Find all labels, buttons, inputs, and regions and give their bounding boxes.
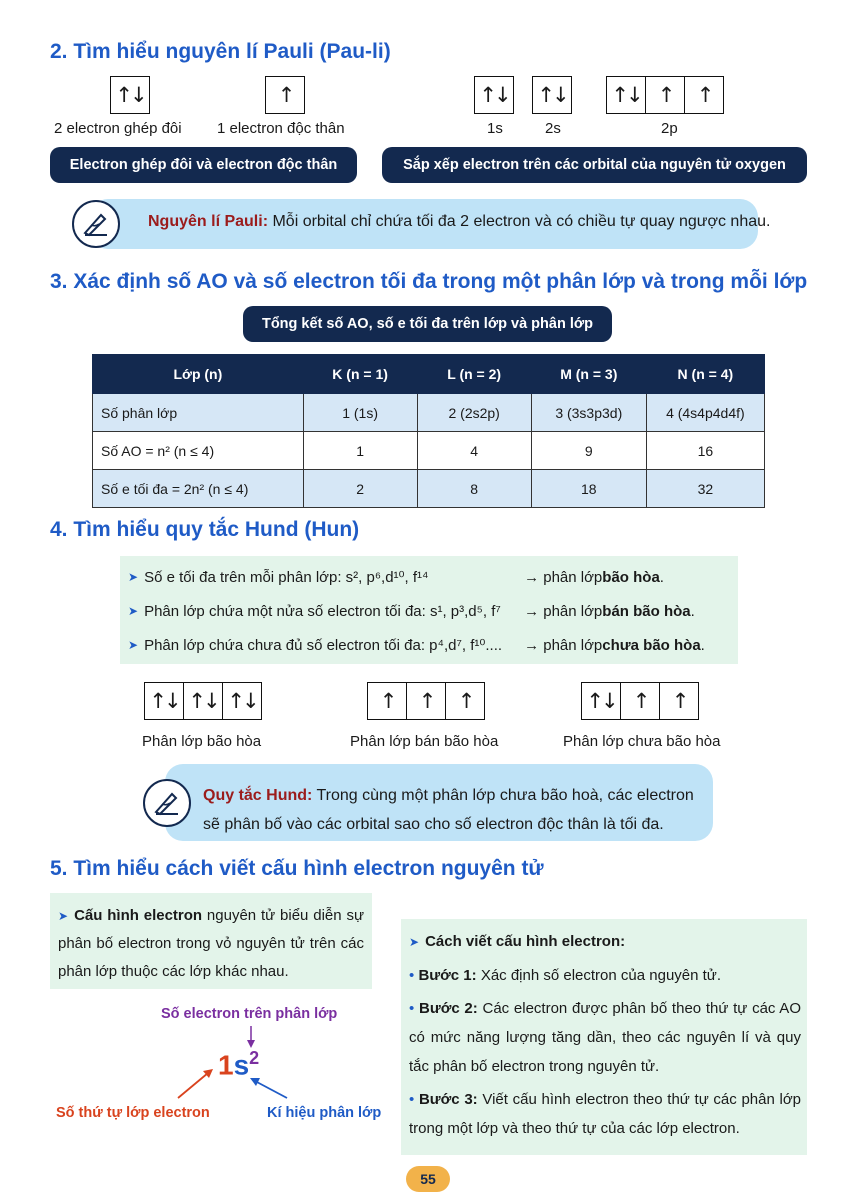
config-def-text: nguyên tử biểu diễn sự phân bố electron trong vỏ nguyên tử trên các phân lớp thuộc các lớp khác nhau. (58, 907, 364, 980)
page-number: 55 (406, 1166, 450, 1192)
table-cell: Số phân lớp (93, 394, 304, 432)
hund-note-line1: Trong cùng một phân lớp chưa bão hoà, các electron (312, 787, 694, 804)
pauli-note-head: Nguyên lí Pauli: (148, 213, 269, 230)
orbital-single: ↑ (265, 76, 305, 114)
config-def-bold: Cấu hình electron (74, 907, 203, 924)
config-sublevel: s (233, 1049, 250, 1081)
diagram-top-label: Số electron trên phân lớp (161, 1006, 338, 1022)
table-cell: Số AO = n² (n ≤ 4) (93, 432, 304, 470)
triangle-bullet-icon: ➤ (58, 909, 69, 923)
label-half: Phân lớp bán bão hòa (350, 733, 499, 750)
table-cell: 1 (1s) (303, 394, 417, 432)
arrow-icon (247, 1040, 255, 1048)
table-header: M (n = 3) (531, 355, 646, 394)
table-cell: Số e tối đa = 2n² (n ≤ 4) (93, 470, 304, 508)
orbital-partial: ↑↓ ↑ ↑ (581, 682, 699, 720)
table-cell: 16 (646, 432, 764, 470)
table-cell: 8 (417, 470, 531, 508)
rule-result-bold: bão hòa (602, 568, 660, 586)
hund-note-head: Quy tắc Hund: (203, 787, 313, 804)
arrow-icon (178, 1073, 208, 1098)
table-cell: 2 (303, 470, 417, 508)
step3-head: Bước 3: (418, 1091, 478, 1108)
rule-text: Phân lớp chứa một nửa số electron tối đa: s¹, p³,d⁵, f⁷ (144, 602, 501, 620)
triangle-bullet-icon: ➤ (128, 604, 139, 618)
table-cell: 4 (417, 432, 531, 470)
config-example (218, 1048, 259, 1081)
triangle-bullet-icon: ➤ (409, 935, 420, 949)
label-full: Phân lớp bão hòa (142, 733, 262, 750)
label-2p: 2p (661, 120, 678, 137)
config-number: 1 (218, 1049, 234, 1081)
rule-text: Phân lớp chứa chưa đủ số electron tối đa: p⁴,d⁷, f¹⁰.... (144, 637, 503, 654)
dot: . (700, 636, 705, 654)
rule-result: → phân lớp (524, 636, 603, 654)
step1-head: Bước 1: (418, 967, 477, 984)
section-2-title: 2. Tìm hiểu nguyên lí Pauli (Pau-li) (50, 40, 391, 63)
label-2s: 2s (545, 120, 561, 137)
section-5-title: 5. Tìm hiểu cách viết cấu hình electron nguyên tử (50, 857, 544, 880)
table-cell: 4 (4s4p4d4f) (646, 394, 764, 432)
diagram-right-label: Kí hiệu phân lớp (267, 1105, 382, 1121)
section-4-title: 4. Tìm hiểu quy tắc Hund (Hun) (50, 518, 360, 541)
orbital-2s: ↑↓ (532, 76, 572, 114)
triangle-bullet-icon: ➤ (128, 570, 139, 584)
table-cell: 2 (2s2p) (417, 394, 531, 432)
label-1s: 1s (487, 120, 503, 137)
pill-summary: Tổng kết số AO, số e tối đa trên lớp và phân lớp (243, 306, 612, 342)
table-cell: 32 (646, 470, 764, 508)
pill-oxygen-orbitals: Sắp xếp electron trên các orbital của nguyên tử oxygen (382, 147, 807, 183)
orbital-full: ↑↓ ↑↓ ↑↓ (144, 682, 262, 720)
diagram-left-label: Số thứ tự lớp electron (56, 1105, 210, 1121)
section-3-title: 3. Xác định số AO và số electron tối đa trong một phân lớp và trong mỗi lớp (50, 270, 808, 293)
orbital-2p: ↑↓ ↑ ↑ (606, 76, 724, 114)
step2-head: Bước 2: (419, 1000, 478, 1017)
table-header: N (n = 4) (646, 355, 764, 394)
table-cell: 9 (531, 432, 646, 470)
rule-result-bold: chưa bão hòa (602, 636, 701, 654)
label-paired: 2 electron ghép đôi (54, 120, 182, 137)
pauli-note-text: Mỗi orbital chỉ chứa tối đa 2 electron và có chiều tự quay ngược nhau. (268, 213, 771, 230)
arrow-icon (255, 1081, 287, 1098)
step1-text: Xác định số electron của nguyên tử. (476, 967, 722, 984)
table-header: Lớp (n) (93, 355, 304, 394)
hund-note-line2: sẽ phân bố vào các orbital sao cho số electron độc thân là tối đa. (203, 816, 664, 833)
pill-paired-single: Electron ghép đôi và electron độc thân (50, 147, 357, 183)
label-single: 1 electron độc thân (217, 120, 345, 137)
triangle-bullet-icon: ➤ (128, 638, 139, 652)
label-partial: Phân lớp chưa bão hòa (563, 733, 721, 750)
config-steps-box: ➤ Cách viết cấu hình electron: • Bước 1: Xác định số electron của nguyên tử. • Bước 2: Các electron được phân bố theo thứ tự các AO có mức năng lượng tăng dần, theo các nguyên lí và quy tắc phân bố electron trong nguyên tử. • Bước 3: Viết cấu hình electron theo thứ tự các phân lớp trong một lớp và theo thứ tự của các lớp electron. (401, 919, 807, 1155)
step2-text: Các electron được phân bố theo thứ tự các AO có mức năng lượng tăng dần, theo các nguyên lí và quy tắc phân bố electron trong nguyên tử. (409, 1000, 801, 1075)
rule-result: → phân lớp (524, 568, 603, 586)
rule-result: → phân lớp (524, 602, 603, 620)
table-cell: 1 (303, 432, 417, 470)
orbital-1s: ↑↓ (474, 76, 514, 114)
table-cell: 18 (531, 470, 646, 508)
orbital-half: ↑ ↑ ↑ (367, 682, 485, 720)
table-header: L (n = 2) (417, 355, 531, 394)
steps-heading: Cách viết cấu hình electron: (425, 933, 626, 950)
config-superscript: 2 (249, 1048, 260, 1068)
step3-text: Viết cấu hình electron theo thứ tự các phân lớp trong một lớp và theo thứ tự của các lớp electron. (409, 1091, 802, 1137)
rule-result-bold: bán bão hòa (602, 602, 691, 620)
dot: . (659, 568, 664, 586)
rule-text: Số e tối đa trên mỗi phân lớp: s², p⁶,d¹⁰, f¹⁴ (144, 569, 429, 586)
table-cell: 3 (3s3p3d) (531, 394, 646, 432)
dot: . (690, 602, 695, 620)
orbital-paired: ↑↓ (110, 76, 150, 114)
table-header: K (n = 1) (303, 355, 417, 394)
